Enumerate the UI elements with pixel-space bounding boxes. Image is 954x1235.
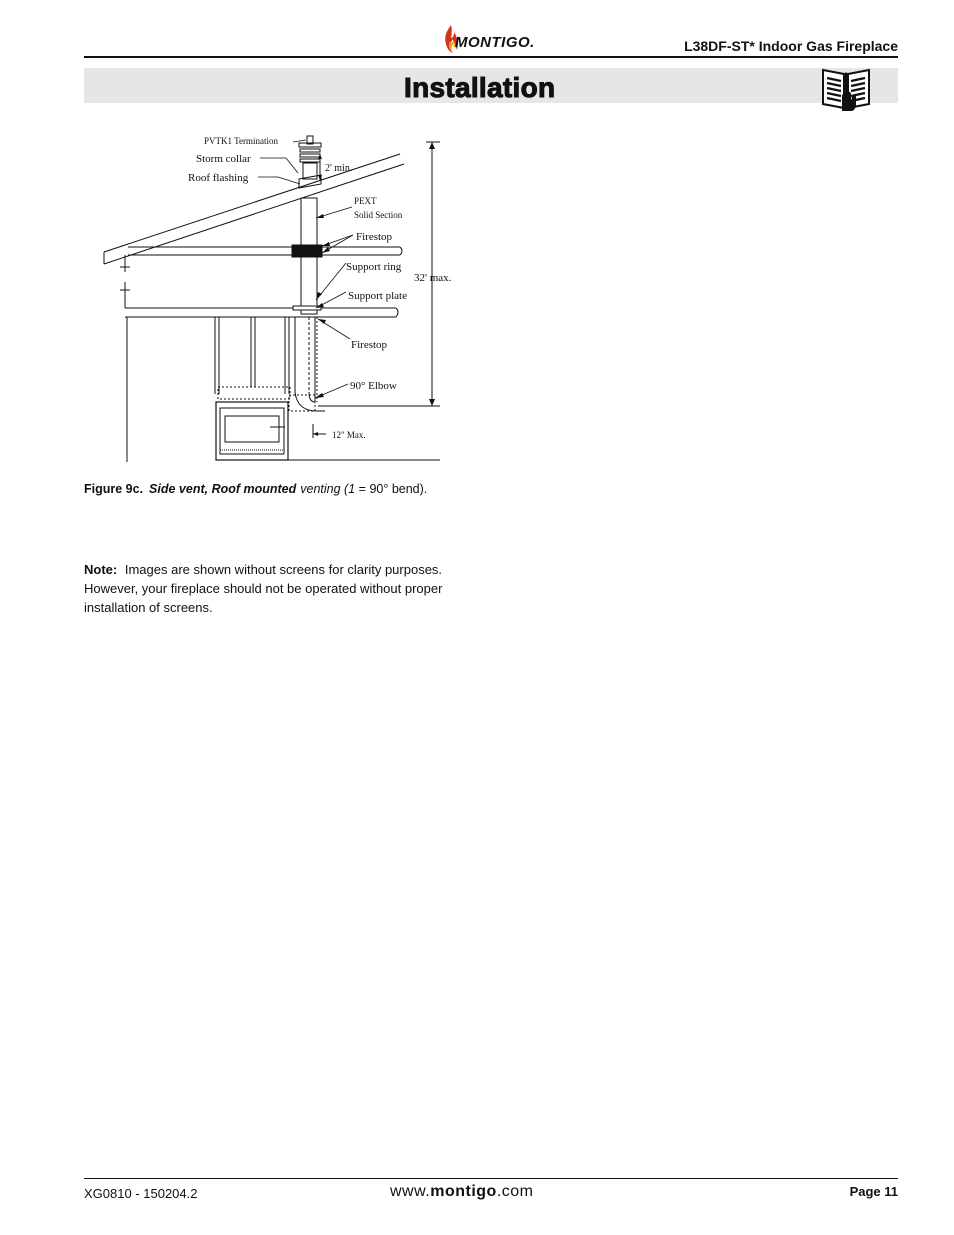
url-prefix: www. — [390, 1183, 431, 1200]
url-brand: montigo — [430, 1183, 497, 1200]
label-roof-flashing: Roof flashing — [188, 172, 249, 184]
note-text: Images are shown without screens for clarity purposes. However, your fireplace should not be operated without proper installation of screens. — [84, 562, 443, 615]
label-max-height: 32' max. — [414, 272, 452, 284]
caption-number: Figure 9c. — [84, 482, 144, 496]
brand-logo — [443, 22, 543, 56]
section-title: Installation — [404, 72, 556, 103]
label-solid-section: Solid Section — [354, 210, 403, 220]
label-pext: PEXT — [354, 196, 377, 206]
label-horizontal-max: 12" Max. — [332, 430, 366, 440]
caption-italic: venting (1 — [300, 482, 356, 496]
label-firestop-upper: Firestop — [356, 231, 393, 243]
label-support-ring: Support ring — [346, 261, 402, 273]
venting-diagram — [100, 132, 460, 468]
website-link[interactable] — [390, 1183, 534, 1201]
document-code: XG0810 - 150204.2 — [84, 1186, 198, 1201]
logo-text: MONTIGO. — [455, 34, 535, 51]
note-paragraph — [84, 560, 479, 617]
page-number: Page 11 — [849, 1184, 898, 1199]
caption-rest: = 90° bend). — [358, 482, 428, 496]
label-termination: PVTK1 Termination — [204, 136, 278, 146]
caption-title: Side vent, Roof mounted — [149, 482, 297, 496]
manual-book-icon — [820, 64, 872, 112]
label-elbow: 90° Elbow — [350, 380, 397, 392]
product-title: L38DF-ST* Indoor Gas Fireplace — [684, 38, 898, 54]
label-support-plate: Support plate — [348, 290, 407, 302]
note-label: Note: — [84, 562, 118, 577]
url-suffix: .com — [496, 1183, 534, 1200]
footer-divider — [84, 1178, 898, 1179]
header-divider — [84, 56, 898, 58]
label-storm-collar: Storm collar — [196, 153, 251, 165]
figure-caption — [84, 482, 427, 496]
label-min-height: 2' min. — [325, 163, 353, 174]
label-firestop-lower: Firestop — [351, 339, 388, 351]
